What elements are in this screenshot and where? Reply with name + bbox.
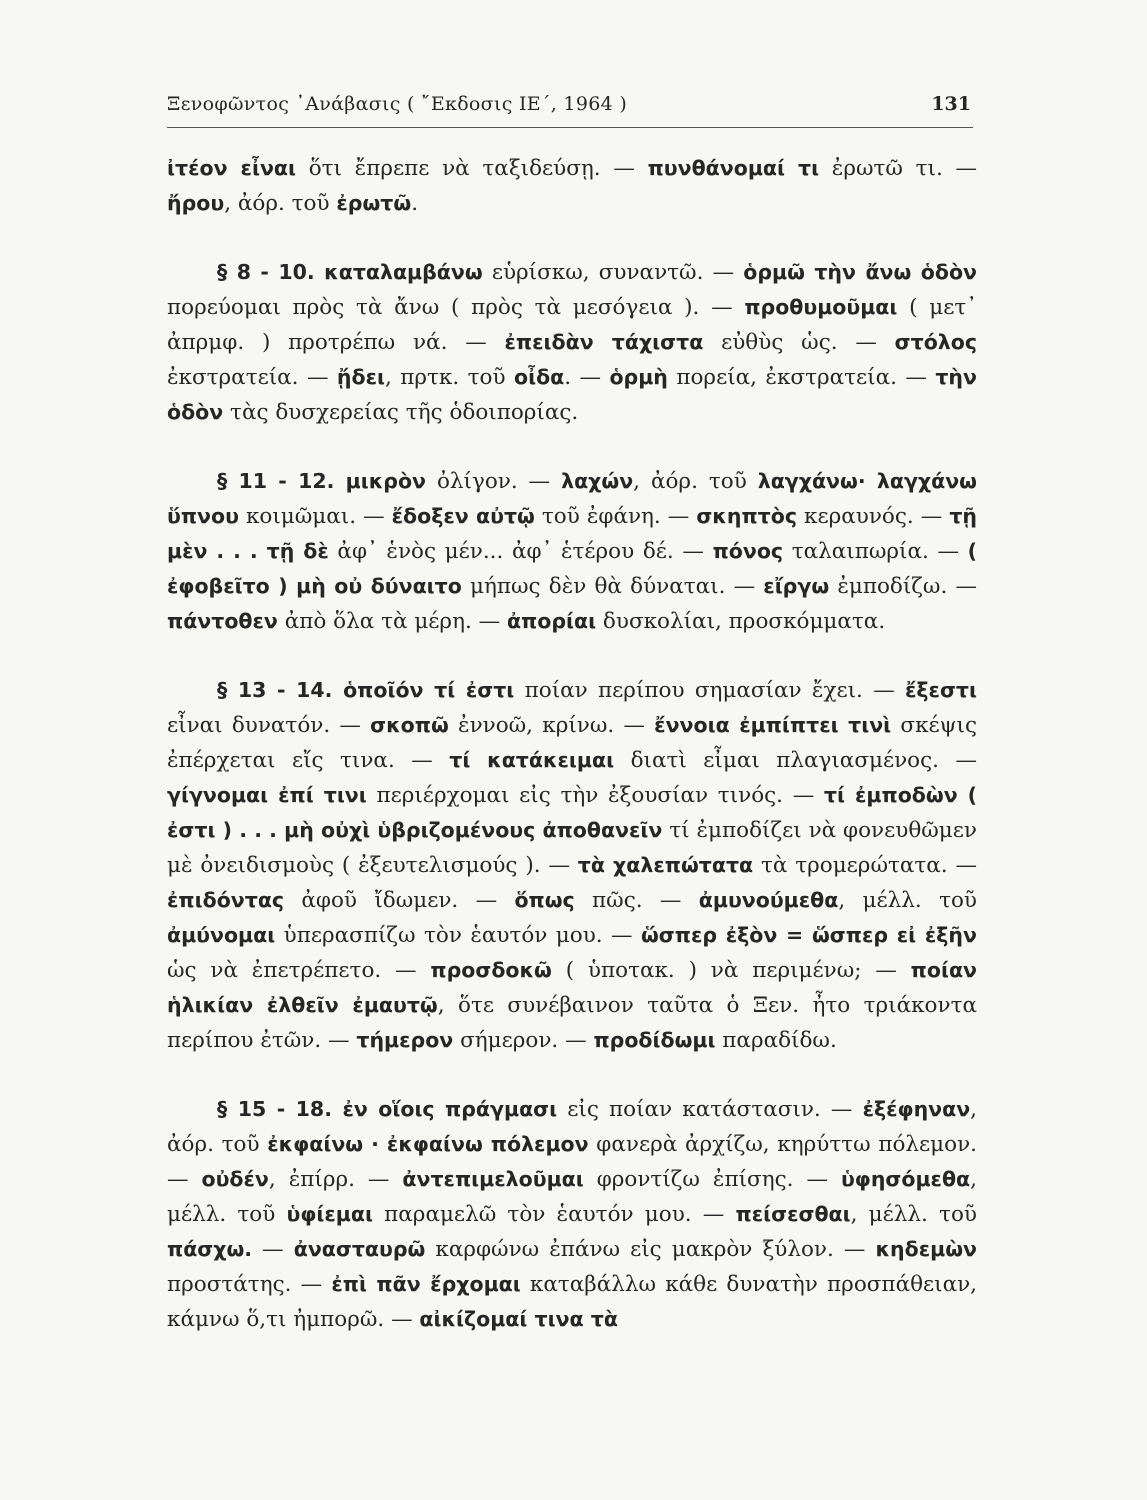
definition-text: ὀλίγον. — <box>426 469 562 494</box>
headword: ᾔδει <box>336 365 385 389</box>
headword: οὐδέν <box>201 1167 269 1191</box>
definition-text: ὑπερασπίζω τὸν ἑαυτόν μου. — <box>275 923 641 948</box>
headword: ὅπως <box>514 888 575 912</box>
headword: § 15 - 18. ἐν οἵοις πράγμασι <box>217 1097 558 1121</box>
headword: ἐκφαίνω · ἐκφαίνω πόλεμον <box>267 1132 589 1156</box>
definition-text: ἀπὸ ὅλα τὰ μέρη. — <box>277 609 507 634</box>
headword: προθυμοῦμαι <box>744 295 898 319</box>
definition-text: καρφώνω ἐπάνω εἰς μακρὸν ξύλον. — <box>425 1237 876 1262</box>
headword: τὰ χαλεπώτατα <box>577 853 754 877</box>
headword: σκηπτὸς <box>696 504 797 528</box>
definition-text: πορεία, ἐκστρατεία. — <box>667 365 936 390</box>
headword: αἰκίζομαί τινα τὰ <box>419 1307 618 1331</box>
headword: ἔδοξεν αὐτῷ <box>391 504 535 528</box>
section-paragraph <box>167 255 977 430</box>
headword: τί ἐμποδὼν ( ἐστι ) . . . μὴ οὐχὶ ὑβριζομένους ἀποθανεῖν <box>167 783 978 842</box>
headword: τῇ μὲν . . . τῇ δὲ <box>167 504 977 563</box>
headword: ἀπορίαι <box>506 609 597 633</box>
definition-text: παραδίδω. <box>715 1028 837 1053</box>
headword: πείσεσθαι <box>735 1202 851 1226</box>
headword: λαχών <box>561 469 634 493</box>
headword: ἔννοια ἐμπίπτει τινὶ <box>654 713 892 737</box>
headword: ἀμυνούμεθα <box>698 888 839 912</box>
headword: σκοπῶ <box>370 713 449 737</box>
headword: στόλος <box>894 330 978 354</box>
headword: κηδεμὼν <box>875 1237 977 1261</box>
section-paragraph <box>167 673 977 1058</box>
headword: ἐξέφηναν <box>862 1097 971 1121</box>
definition-text: προστάτης. — <box>167 1272 332 1297</box>
definition-text: ἀφ᾽ ἑνὸς μέν... ἀφ᾽ ἑτέρου δέ. — <box>328 539 713 564</box>
definition-text: , ἀόρ. τοῦ <box>167 1097 978 1157</box>
definition-text: εἶναι δυνατόν. — <box>167 713 371 738</box>
definition-text: , μέλλ. τοῦ <box>850 1202 977 1227</box>
definition-text: . — <box>564 365 610 390</box>
definition-text: , πρτκ. τοῦ <box>384 365 514 390</box>
headword: προσδοκῶ <box>430 958 552 982</box>
page-header <box>167 91 973 128</box>
headword: ἐρωτῶ <box>336 191 412 215</box>
headword: ( ἐφοβεῖτο ) μὴ οὐ δύναιτο <box>167 539 977 598</box>
definition-text: ἐκστρατεία. — <box>167 365 337 390</box>
definition-text: ὅτι ἔπρεπε νὰ ταξιδεύσῃ. — <box>295 156 648 181</box>
glossary-text <box>167 151 977 1337</box>
definition-text: ἐννοῶ, κρίνω. — <box>448 713 655 738</box>
definition-text: εἰς ποίαν κατάστασιν. — <box>557 1097 863 1122</box>
definition-text: ἀφοῦ ἴδωμεν. — <box>284 888 515 913</box>
headword: λαγχάνω· λαγχάνω ὕπνου <box>167 469 978 528</box>
headword: ἐπιδόντας <box>167 888 285 912</box>
definition-text: περιέρχομαι εἰς τὴν ἐξουσίαν τινός. — <box>366 783 824 808</box>
headword: ἀντεπιμελοῦμαι <box>402 1167 584 1191</box>
headword: προδίδωμι <box>593 1028 716 1052</box>
definition-text: , ὅτε συνέβαινον ταῦτα ὁ Ξεν. ἦτο τριάκοντα περίπου ἐτῶν. — <box>167 993 977 1053</box>
headword: τί κατάκειμαι <box>449 748 615 772</box>
definition-text: . <box>411 191 419 216</box>
definition-text: ἐμποδίζω. — <box>829 574 977 599</box>
definition-text: κεραυνός. — <box>797 504 950 529</box>
headword: ὁρμῶ τὴν ἄνω ὁδὸν <box>743 260 977 284</box>
definition-text: ἐρωτῶ τι. — <box>819 156 977 181</box>
definition-text: παραμελῶ τὸν ἑαυτόν μου. — <box>372 1202 736 1227</box>
definition-text: , μέλλ. τοῦ <box>838 888 977 913</box>
headword: ἀνασταυρῶ <box>293 1237 426 1261</box>
headword: εἴργω <box>763 574 830 598</box>
headword: πάσχω. <box>167 1237 253 1261</box>
definition-text: τὰς δυσχερείας τῆς ὁδοιπορίας. <box>223 400 579 425</box>
headword: πυνθάνομαί τι <box>647 156 820 180</box>
running-title: Ξενοφῶντος ᾽Ανάβασις ( ῎Εκδοσις ΙΕ΄, 1964 ) <box>167 93 628 115</box>
definition-text: φροντίζω ἐπίσης. — <box>583 1167 841 1192</box>
section-paragraph <box>167 464 977 639</box>
definition-text: εὐθὺς ὡς. — <box>703 330 895 355</box>
definition-text: , μέλλ. τοῦ <box>167 1167 977 1227</box>
headword: § 8 - 10. καταλαμβάνω <box>217 260 483 284</box>
definition-text: ( μετ᾽ ἀπρμφ. ) προτρέπω νά. — <box>167 295 977 355</box>
definition-text: τὰ τρομερώτατα. — <box>753 853 977 878</box>
headword: τὴν ὁδὸν <box>167 365 977 424</box>
headword: ὑφίεμαι <box>286 1202 373 1226</box>
definition-text: καταβάλλω κάθε δυνατὴν προσπάθειαν, κάμνω ὅ,τι ἠμπορῶ. — <box>167 1272 978 1332</box>
headword: ὑφησόμεθα <box>840 1167 971 1191</box>
definition-text: σκέψις ἐπέρχεται εἴς τινα. — <box>167 713 977 773</box>
definition-text: ( ὑποτακ. ) νὰ περιμένω; — <box>551 958 911 983</box>
headword: ἤρου <box>167 191 225 215</box>
definition-text: πορεύομαι πρὸς τὰ ἄνω ( πρὸς τὰ μεσόγεια ). — <box>167 295 745 320</box>
definition-text: , ἐπίρρ. — <box>268 1167 403 1192</box>
definition-text: , ἀόρ. τοῦ <box>224 191 337 216</box>
headword: ἰτέον εἶναι <box>167 156 296 180</box>
definition-text: ὡς νὰ ἐπετρέπετο. — <box>167 958 431 983</box>
headword: ὁρμὴ <box>609 365 668 389</box>
continuation-paragraph <box>167 151 977 221</box>
definition-text: τί ἐμποδίζει νὰ φονευθῶμεν μὲ ὀνειδισμοὺς ( ἐξευτελισμούς ). — <box>167 818 977 878</box>
headword: τήμερον <box>356 1028 454 1052</box>
headword: γίγνομαι ἐπί τινι <box>167 783 367 807</box>
headword: ἐπὶ πᾶν ἔρχομαι <box>331 1272 521 1296</box>
definition-text: φανερὰ ἀρχίζω, κηρύττω πόλεμον. — <box>167 1132 978 1192</box>
headword: ὥσπερ ἐξὸν = ὥσπερ εἰ ἐξῆν <box>640 923 977 947</box>
definition-text: διατὶ εἶμαι πλαγιασμένος. — <box>614 748 977 773</box>
section-paragraph <box>167 1092 977 1337</box>
definition-text: δυσκολίαι, προσκόμματα. <box>596 609 886 634</box>
definition-text: τοῦ ἐφάνη. — <box>534 504 697 529</box>
headword: πάντοθεν <box>167 609 278 633</box>
headword: ποίαν ἡλικίαν ἐλθεῖν ἐμαυτῷ <box>167 958 977 1017</box>
definition-text: πῶς. — <box>574 888 699 913</box>
headword: ἔξεστι <box>905 678 977 702</box>
headword: οἶδα <box>514 365 565 389</box>
headword: ἐπειδὰν τάχιστα <box>504 330 704 354</box>
headword: § 13 - 14. ὁποῖόν τί ἐστι <box>217 678 515 702</box>
definition-text: μήπως δὲν θὰ δύναται. — <box>461 574 764 599</box>
definition-text: σήμερον. — <box>453 1028 594 1053</box>
headword: πόνος <box>712 539 784 563</box>
definition-text: — <box>252 1237 294 1262</box>
definition-text: ποίαν περίπου σημασίαν ἔχει. — <box>514 678 906 703</box>
headword: § 11 - 12. μικρὸν <box>217 469 427 493</box>
definition-text: ταλαιπωρία. — <box>783 539 968 564</box>
definition-text: εὑρίσκω, συναντῶ. — <box>482 260 744 285</box>
definition-text: κοιμῶμαι. — <box>238 504 392 529</box>
headword: ἀμύνομαι <box>167 923 276 947</box>
definition-text: , ἀόρ. τοῦ <box>633 469 758 494</box>
page-number: 131 <box>931 93 971 115</box>
